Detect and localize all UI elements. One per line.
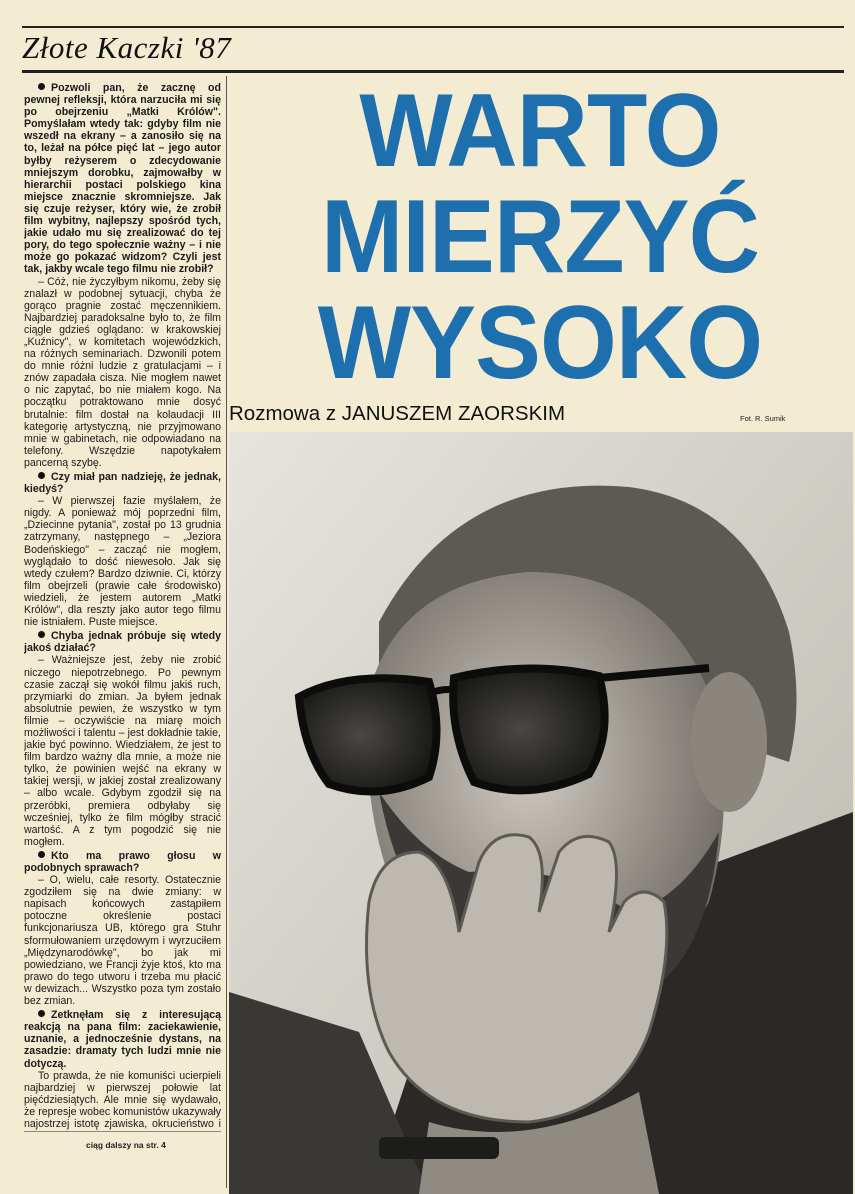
portrait-illustration [229,432,853,1194]
photo-credit: Fot. R. Sumik [740,414,786,423]
answer-paragraph: – Ważniejsze jest, żeby nie zrobić niczego niepotrzebnego. Po pewnym czasie zaczął się wokół filmu jakiś ruch, przymiarki do zmian. Ja byłem jednak absolutnie pewien, że wszystko w tym filmie – oczywiście na miarę moich możliwości i talentu – jest dokładnie takie, jakie być powinno. Wiedziałem, że jest to film bardzo ważny dla mnie, a może nie tylko, że powinien wejść na ekrany w takiej wersji, w jakiej został zrealizowany – albo wcale. Gdybym zgodził się na przeróbki, premiera odbyłaby się wcześniej, tylko że film mógłby stracić wartość. A z tym pogodzić się nie mogłem. [24,654,221,848]
column-divider [226,76,227,1188]
headline-line-2: MIERZYĆ [321,179,759,295]
headline-line-3: WYSOKO [317,285,763,401]
question-paragraph: Czy miał pan nadzieję, że jednak, kiedyś? [24,471,221,496]
continued-rule [24,1131,221,1132]
subtitle: Rozmowa z JANUSZEM ZAORSKIM [229,402,566,425]
answer-paragraph: – Cóż, nie życzyłbym nikomu, żeby się znalazł w podobnej sytuacji, chyba że gorąco pragnie zostać męczennikiem. Najbardziej paradoksalne było to, że film ciągle gdzieś oglądano: w krakowskiej „Kuźnicy", w komitetach wojewódzkich, na różnych seminariach. Dzwonili potem do mnie różni ludzie z gratulacjami – i znów zapadała cisza. Nie mogłem nawet o nic zapytać, bo nie miałem kogo. Na początku potraktowano mnie dosyć brutalnie: film dostał na kolaudacji III kategorię artystyczną, nie przyjmowano mnie w gabinetach, nie odpowiadano na telefony. Wszędzie napotykałem pancerną szybę. [24,275,221,469]
question-paragraph: Kto ma prawo głosu w podobnych sprawach? [24,849,221,874]
answer-paragraph: – O, wielu, całe resorty. Ostatecznie zgodziłem się na dwie zmiany: w napisach końcowych zastąpiłem potoczne określenie postaci funkcjonariusza UB, którego gra Stuhr sformułowaniem urzędowym i wyrzuciłem „Międzynarodówkę", bo jak mi powiedziano, we Francji żyje ktoś, kto ma prawo do tego utworu i trzeba mu płacić w dewizach... Wszystko poza tym zostało bez zmian. [24,874,221,1008]
top-rule [22,26,844,28]
continued-note: ciąg dalszy na str. 4 [86,1140,166,1150]
answer-paragraph: To prawda, że nie komuniści ucierpieli najbardziej w pierwszej połowie lat pięćdziesiątych. Ale mnie się wydawało, że represje wobec komunistów ukazywały najostrzej istotę zjawiska, okrucieństwo i [24,1069,221,1130]
question-paragraph: Zetknęłam się z interesującą reakcją na pana film: zaciekawienie, uznanie, a jednocześnie dystans, na zasadzie: dramaty tych ludzi mnie nie dotyczą. [24,1009,221,1070]
article-text-column [24,80,221,1130]
headline [240,73,840,401]
question-paragraph: Pozwoli pan, że zacznę od pewnej refleksji, która narzuciła mi się po obejrzeniu „Matki Królów". Pomyślałam wtedy tak: gdyby film nie wszedł na ekrany – a zanosiło się na to, leżał na półce pięć lat – jego autor byłby reżyserem o zdecydowanie mniejszym dorobku, zajmowałby w hierarchii postaci polskiego kina miejsce znacznie skromniejsze. Jak się czuje reżyser, który wie, że zrobił film wybitny, najlepszy spośród tych, jakie udało mu się zrealizować do tej pory, do tego społecznie ważny – i nie może go pokazać widzom? Czyli jest tak, jakby wcale tego filmu nie zrobił? [24,82,221,276]
question-paragraph: Chyba jednak próbuje się wtedy jakoś działać? [24,630,221,655]
portrait-photo [229,432,853,1194]
headline-line-1: WARTO [359,73,721,189]
answer-paragraph: – W pierwszej fazie myślałem, że nigdy. A ponieważ mój poprzedni film, „Dziecinne pytania", został po 13 grudnia zatrzymany, następnego – „Jeziora Bodeńskiego" – zacząć nie mogłem, wyglądało to dość niewesoło. Jak się wtedy czułem? Bardzo dziwnie. Ci, którzy film obejrzeli (prawie całe środowisko) wiedzieli, że jestem autorem „Matki Królów", dla reszty jako autor tego filmu nie istniałem. Puste miejsce. [24,495,221,629]
section-title: Złote Kaczki '87 [22,30,232,65]
